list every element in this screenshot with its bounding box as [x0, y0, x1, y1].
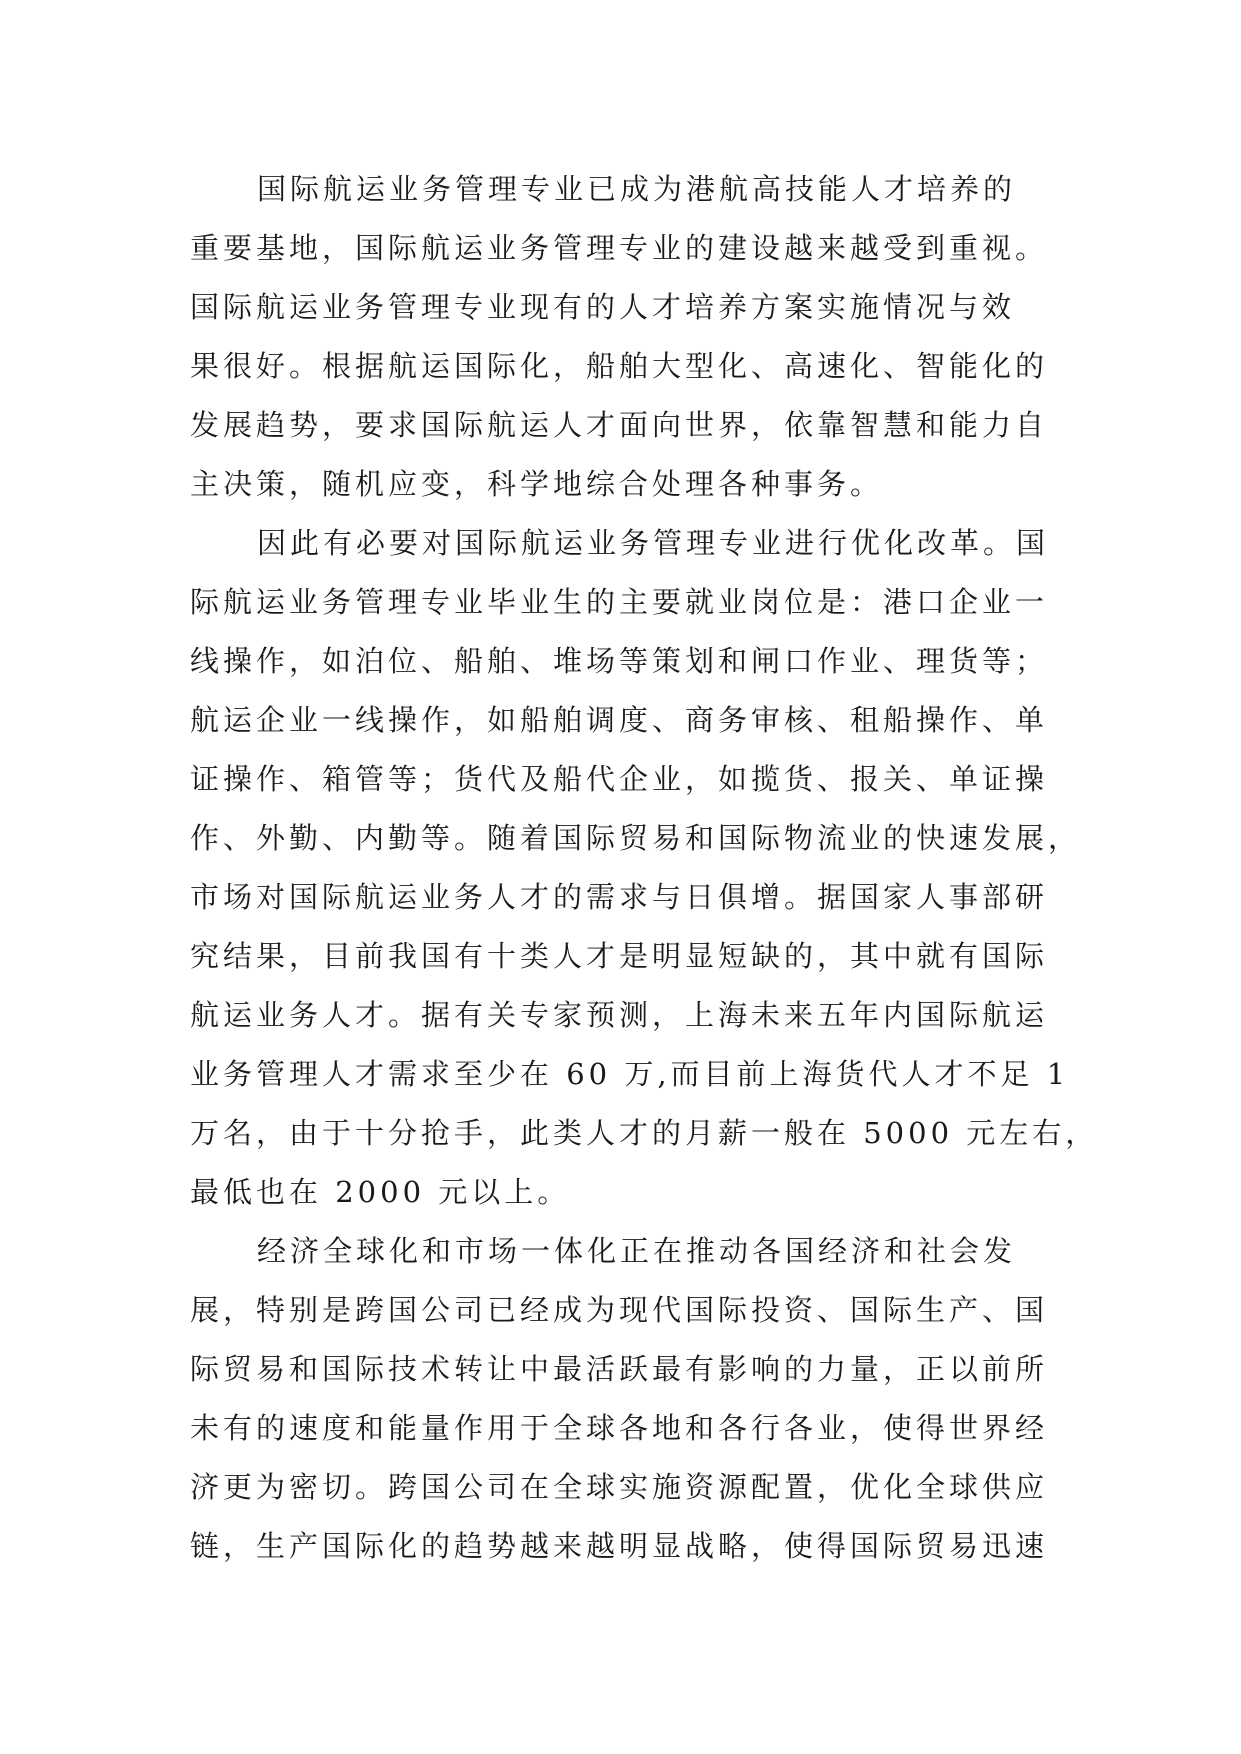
paragraph-2 [190, 514, 1099, 1222]
body-text [190, 160, 1099, 1576]
text-line: 主决策，随机应变，科学地综合处理各种事务。 [190, 467, 884, 501]
text-line: 最低也在 2000 元以上。 [190, 1175, 571, 1209]
text-line: 因此有必要对国际航运业务管理专业进行优化改革。国 [257, 526, 1050, 560]
text-line: 国际航运业务管理专业已成为港航高技能人才培养的 [257, 172, 1017, 206]
text-line: 果很好。根据航运国际化，船舶大型化、高速化、智能化的 [190, 349, 1049, 383]
text-line: 经济全球化和市场一体化正在推动各国经济和社会发 [257, 1234, 1017, 1268]
paragraph-1 [190, 160, 1060, 514]
text-line: 际航运业务管理专业毕业生的主要就业岗位是：港口企业一 [190, 585, 1049, 619]
text-line: 展，特别是跨国公司已经成为现代国际投资、国际生产、国 [190, 1293, 1049, 1327]
text-line: 航运企业一线操作，如船舶调度、商务审核、租船操作、单 [190, 703, 1049, 737]
paragraph-3 [190, 1222, 1060, 1576]
text-line: 链，生产国际化的趋势越来越明显战略，使得国际贸易迅速 [190, 1529, 1049, 1563]
text-line: 重要基地，国际航运业务管理专业的建设越来越受到重视。 [190, 231, 1049, 265]
text-line: 市场对国际航运业务人才的需求与日俱增。据国家人事部研 [190, 880, 1049, 914]
text-line: 业务管理人才需求至少在 60 万,而目前上海货代人才不足 1 [190, 1057, 1070, 1091]
text-line: 未有的速度和能量作用于全球各地和各行各业，使得世界经 [190, 1411, 1049, 1445]
text-line: 线操作，如泊位、船舶、堆场等策划和闸口作业、理货等； [190, 644, 1049, 678]
text-line: 国际航运业务管理专业现有的人才培养方案实施情况与效 [190, 290, 1016, 324]
text-line: 究结果，目前我国有十类人才是明显短缺的，其中就有国际 [190, 939, 1049, 973]
text-line: 证操作、箱管等；货代及船代企业，如揽货、报关、单证操 [190, 762, 1049, 796]
text-line: 发展趋势，要求国际航运人才面向世界，依靠智慧和能力自 [190, 408, 1049, 442]
text-line: 万名，由于十分抢手，此类人才的月薪一般在 5000 元左右， [190, 1116, 1099, 1150]
text-line: 作、外勤、内勤等。随着国际贸易和国际物流业的快速发展， [190, 821, 1082, 855]
text-line: 航运业务人才。据有关专家预测，上海未来五年内国际航运 [190, 998, 1049, 1032]
text-line: 际贸易和国际技术转让中最活跃最有影响的力量，正以前所 [190, 1352, 1049, 1386]
text-line: 济更为密切。跨国公司在全球实施资源配置，优化全球供应 [190, 1470, 1049, 1504]
